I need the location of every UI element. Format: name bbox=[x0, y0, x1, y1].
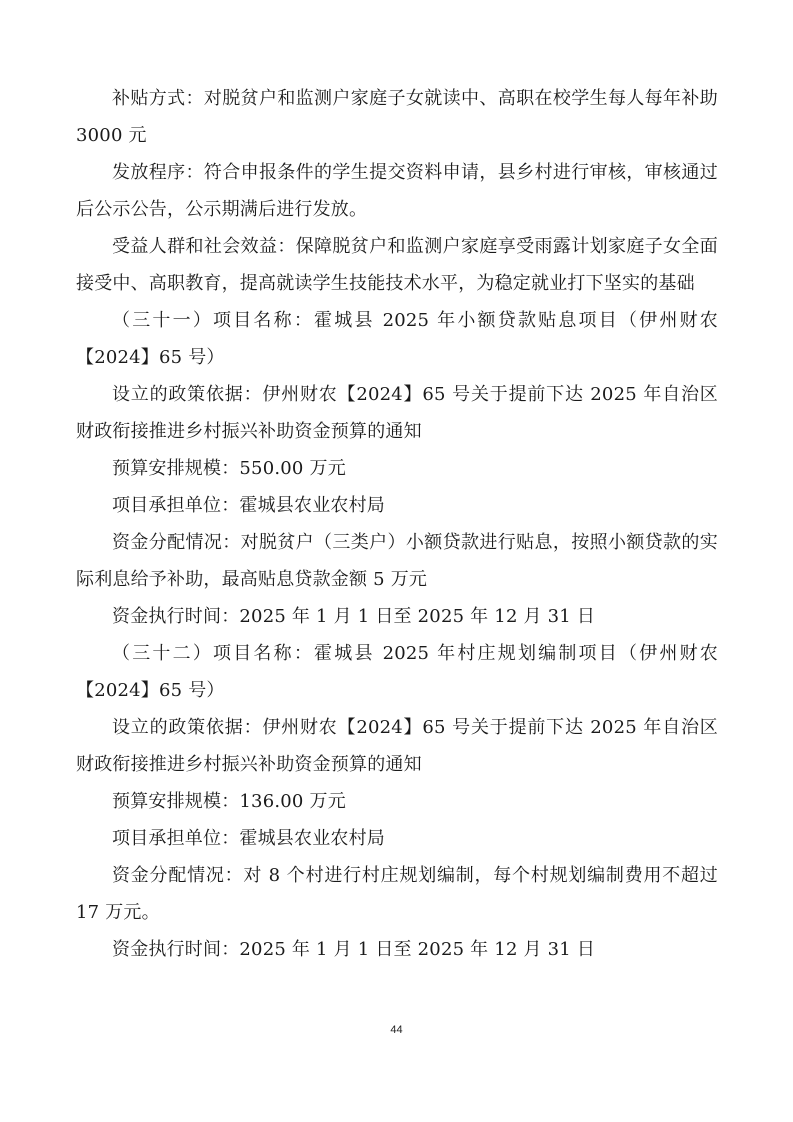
project-32-title: （三十二）项目名称：霍城县 2025 年村庄规划编制项目（伊州财农【2024】65 号） bbox=[76, 643, 718, 701]
project-32-responsible-unit: 项目承担单位：霍城县农业农村局 bbox=[112, 828, 385, 849]
page-number: 44 bbox=[390, 1024, 403, 1036]
project-32-fund-allocation: 资金分配情况：对 8 个村进行村庄规划编制，每个村规划编制费用不超过 17 万元。 bbox=[76, 865, 718, 923]
project-31-execution-time: 资金执行时间：2025 年 1 月 1 日至 2025 年 12 月 31 日 bbox=[112, 606, 596, 627]
paragraph-beneficiaries: 受益人群和社会效益：保障脱贫户和监测户家庭享受雨露计划家庭子女全面接受中、高职教育，提高就读学生技能技术水平，为稳定就业打下坚实的基础 bbox=[76, 236, 718, 294]
project-32-budget: 预算安排规模：136.00 万元 bbox=[112, 791, 346, 812]
project-31-policy-basis: 设立的政策依据：伊州财农【2024】65 号关于提前下达 2025 年自治区财政衔接推进乡村振兴补助资金预算的通知 bbox=[76, 384, 718, 442]
project-31-responsible-unit: 项目承担单位：霍城县农业农村局 bbox=[112, 495, 385, 516]
project-31-fund-allocation: 资金分配情况：对脱贫户（三类户）小额贷款进行贴息，按照小额贷款的实际利息给予补助，最高贴息贷款金额 5 万元 bbox=[76, 532, 718, 590]
project-31-budget: 预算安排规模：550.00 万元 bbox=[112, 458, 346, 479]
paragraph-subsidy-method: 补贴方式：对脱贫户和监测户家庭子女就读中、高职在校学生每人每年补助 3000 元 bbox=[76, 88, 718, 146]
project-32-policy-basis: 设立的政策依据：伊州财农【2024】65 号关于提前下达 2025 年自治区财政衔接推进乡村振兴补助资金预算的通知 bbox=[76, 717, 718, 775]
project-32-execution-time: 资金执行时间：2025 年 1 月 1 日至 2025 年 12 月 31 日 bbox=[112, 939, 596, 960]
project-31-title: （三十一）项目名称：霍城县 2025 年小额贷款贴息项目（伊州财农【2024】65 号） bbox=[76, 310, 718, 368]
paragraph-distribution-procedure: 发放程序：符合申报条件的学生提交资料申请，县乡村进行审核，审核通过后公示公告，公示期满后进行发放。 bbox=[76, 162, 718, 220]
document-body bbox=[76, 80, 718, 968]
